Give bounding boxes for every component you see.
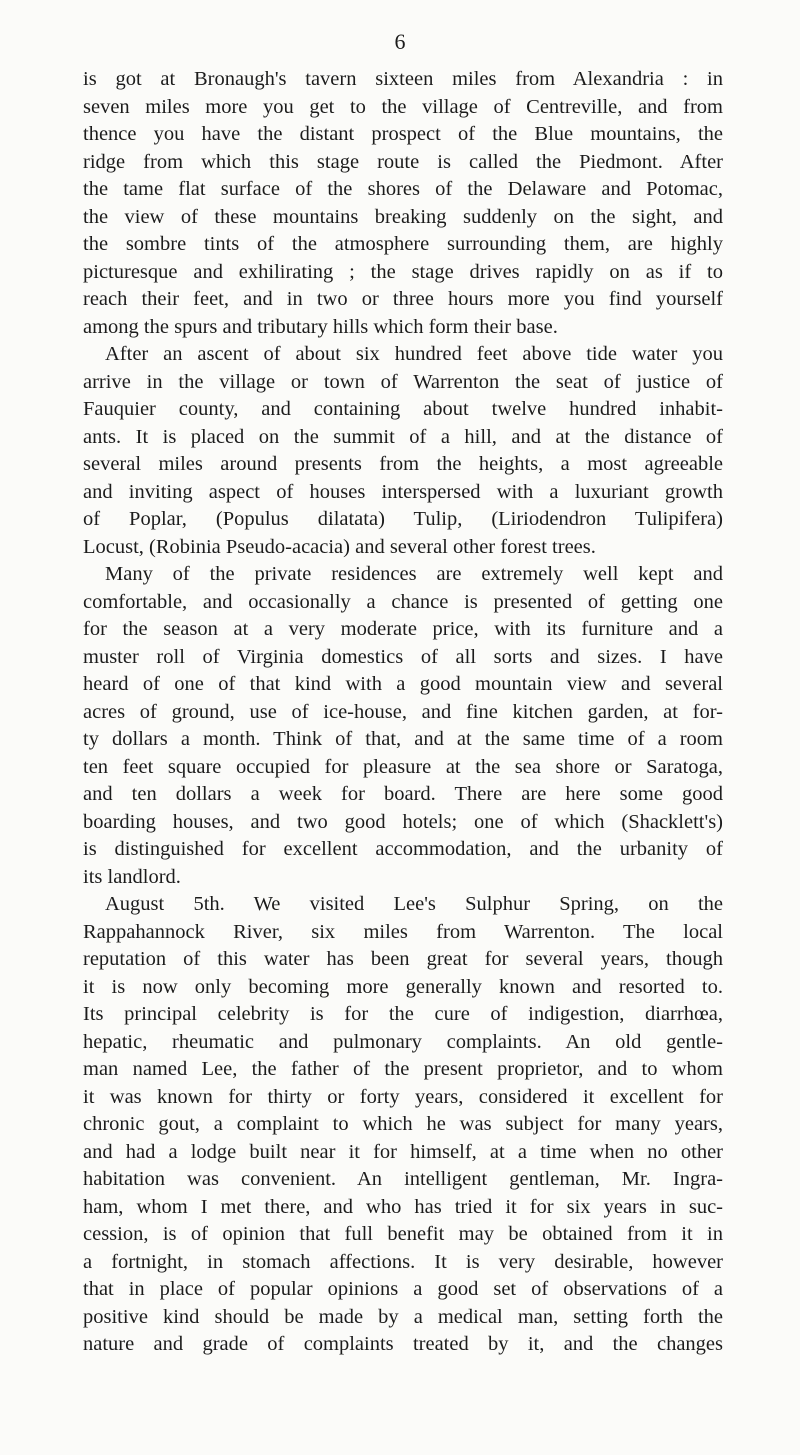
text-line: it is now only becoming more generally known and resorted to. xyxy=(83,975,723,998)
text-line: of Poplar, (Populus dilatata) Tulip, (Liriodendron Tulipifera) xyxy=(83,508,723,530)
text-line: the sombre tints of the atmosphere surrounding them, are highly xyxy=(83,233,723,255)
text-line: ty dollars a month. Think of that, and at the same time of a room xyxy=(83,728,723,750)
text-line: thence you have the distant prospect of the Blue mountains, the xyxy=(83,123,723,145)
text-line: reach their feet, and in two or three hours more you find yourself xyxy=(83,288,723,310)
text-line: Locust, (Robinia Pseudo-acacia) and several other forest trees. xyxy=(83,535,596,558)
text-line: among the spurs and tributary hills which form their base. xyxy=(83,315,558,338)
text-line: Rappahannock River, six miles from Warrenton. The local xyxy=(83,920,723,943)
text-line: seven miles more you get to the village of Centreville, and from xyxy=(83,95,723,118)
text-line: cession, is of opinion that full benefit may be obtained from it in xyxy=(83,1223,723,1245)
text-line: ants. It is placed on the summit of a hill, and at the distance of xyxy=(83,425,723,448)
text-line: is got at Bronaugh's tavern sixteen miles from Alexandria : in xyxy=(83,68,723,90)
text-line: arrive in the village or town of Warrenton the seat of justice of xyxy=(83,370,723,393)
text-line: it was known for thirty or forty years, considered it excellent for xyxy=(83,1085,723,1108)
text-line: acres of ground, use of ice-house, and fine kitchen garden, at for- xyxy=(83,700,723,723)
text-line: positive kind should be made by a medical man, setting forth the xyxy=(83,1305,723,1328)
text-line: ten feet square occupied for pleasure at the sea shore or Saratoga, xyxy=(83,755,723,778)
text-line: nature and grade of complaints treated by it, and the changes xyxy=(83,1333,723,1355)
text-line: the view of these mountains breaking suddenly on the sight, and xyxy=(83,205,723,228)
text-line: several miles around presents from the heights, a most agreeable xyxy=(83,453,723,475)
text-line: its landlord. xyxy=(83,865,181,888)
text-line: man named Lee, the father of the present proprietor, and to whom xyxy=(83,1058,723,1080)
text-line: comfortable, and occasionally a chance is presented of getting one xyxy=(83,590,723,613)
text-line: that in place of popular opinions a good set of observations of a xyxy=(83,1278,723,1300)
text-line: and ten dollars a week for board. There are here some good xyxy=(83,783,723,805)
page-number: 6 xyxy=(394,29,406,54)
text-line: boarding houses, and two good hotels; one of which (Shacklett's) xyxy=(83,810,723,833)
text-line: chronic gout, a complaint to which he was subject for many years, xyxy=(83,1113,723,1135)
text-line: heard of one of that kind with a good mountain view and several xyxy=(83,673,723,695)
text-line: Its principal celebrity is for the cure of indigestion, diarrhœa, xyxy=(83,1003,723,1025)
text-line: reputation of this water has been great for several years, though xyxy=(83,948,723,970)
text-line: is distinguished for excellent accommodation, and the urbanity of xyxy=(83,838,723,860)
text-line: picturesque and exhilirating ; the stage drives rapidly on as if to xyxy=(83,260,723,283)
text-line: After an ascent of about six hundred feet above tide water you xyxy=(105,343,723,365)
text-line: the tame flat surface of the shores of the Delaware and Potomac, xyxy=(83,178,723,200)
text-line: and inviting aspect of houses interspersed with a luxuriant growth xyxy=(83,480,723,503)
body-text xyxy=(83,66,723,1359)
text-line: and had a lodge built near it for himself, at a time when no other xyxy=(83,1140,723,1163)
text-line: Fauquier county, and containing about twelve hundred inhabit- xyxy=(83,398,723,420)
text-line: August 5th. We visited Lee's Sulphur Spring, on the xyxy=(105,893,723,915)
text-line: hepatic, rheumatic and pulmonary complaints. An old gentle- xyxy=(83,1030,723,1053)
text-line: muster roll of Virginia domestics of all sorts and sizes. I have xyxy=(83,645,723,668)
text-line: Many of the private residences are extremely well kept and xyxy=(105,563,723,585)
text-line: a fortnight, in stomach affections. It is very desirable, however xyxy=(83,1250,723,1273)
text-line: habitation was convenient. An intelligent gentleman, Mr. Ingra- xyxy=(83,1168,723,1190)
text-line: ridge from which this stage route is called the Piedmont. After xyxy=(83,150,723,173)
text-line: for the season at a very moderate price, with its furniture and a xyxy=(83,618,723,640)
text-line: ham, whom I met there, and who has tried it for six years in suc- xyxy=(83,1195,723,1218)
